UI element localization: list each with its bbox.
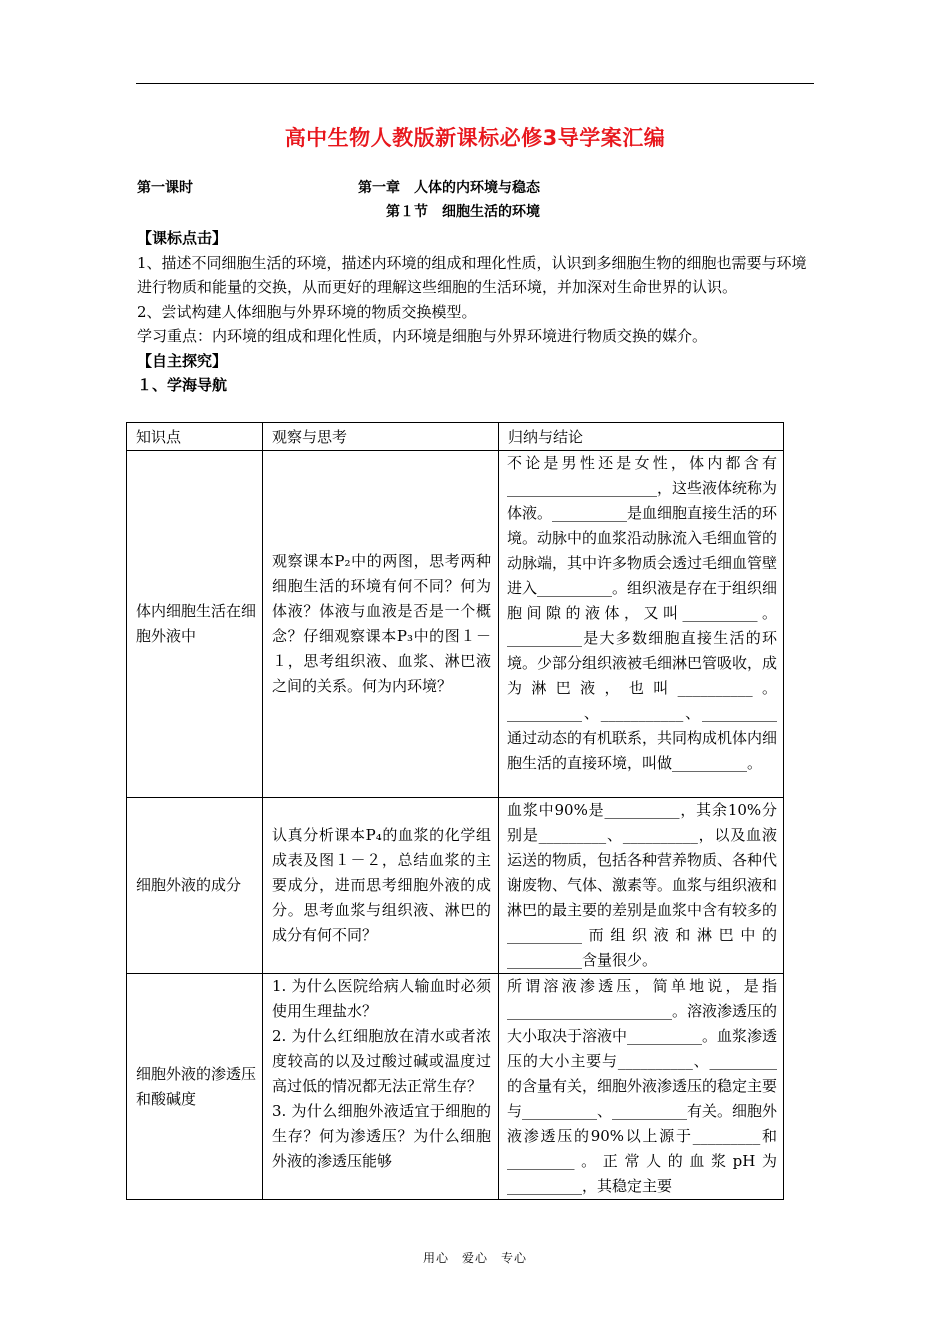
conclusion-cell: 所谓溶液渗透压，简单地说，是指______________________。溶液渗透压的大小取决于溶液中__________。血浆渗透压的大小主要与__________、_________的含量有关，细胞外液渗透压的稳定主要与__________、__________有关。细胞外液渗透压的90%以上源于_________和_________。正常人的血浆pH为__________，其稳定主要 — [499, 974, 784, 1200]
topic-cell: 体内细胞生活在细胞外液中 — [127, 451, 263, 798]
intro-block — [137, 226, 817, 398]
topic-cell: 细胞外液的成分 — [127, 798, 263, 974]
section-title: 第１节 细胞生活的环境 — [386, 204, 540, 220]
chapter-title: 第一章 人体的内环境与稳态 — [358, 180, 540, 196]
standards-item-1: 1、描述不同细胞生活的环境，描述内环境的组成和理化性质，认识到多细胞生物的细胞也需要与环境进行物质和能量的交换，从而更好的理解这些细胞的生活环境，并加深对生命世界的认识。 — [137, 253, 807, 296]
observe-cell: 观察课本P₂中的两图，思考两种细胞生活的环境有何不同？何为体液？体液与血液是否是一个概念？仔细观察课本P₃中的图１－１，思考组织液、血浆、淋巴液之间的关系。何为内环境？ — [263, 451, 499, 798]
column-header-topic: 知识点 — [127, 423, 263, 451]
conclusion-cell: 血浆中90%是__________，其余10%分别是_________、__________，以及血液运送的物质，包括各种营养物质、各种代谢废物、气体、激素等。血浆与组织液和淋巴的最主要的差别是血浆中含有较多的__________而组织液和淋巴中的__________含量很少。 — [499, 798, 784, 974]
column-header-observe: 观察与思考 — [263, 423, 499, 451]
header-rule — [136, 83, 814, 84]
standards-heading: 【课标点击】 — [137, 229, 228, 247]
table-row — [127, 974, 784, 1200]
column-header-conclusion: 归纳与结论 — [499, 423, 784, 451]
topic-cell: 细胞外液的渗透压和酸碱度 — [127, 974, 263, 1200]
table-row — [127, 798, 784, 974]
observe-cell: 认真分析课本P₄的血浆的化学组成表及图１－２，总结血浆的主要成分，进而思考细胞外液的成分。思考血浆与组织液、淋巴的成分有何不同？ — [263, 798, 499, 974]
page-footer: 用心 爱心 专心 — [422, 1251, 527, 1265]
observe-cell: 1. 为什么医院给病人输血时必须使用生理盐水？ 2. 为什么红细胞放在清水或者浓度较高的以及过酸过碱或温度过高过低的情况都无法正常生存？ 3. 为什么细胞外液适宜于细胞的生存？何为渗透压？为什么细胞外液的渗透压能够 — [263, 974, 499, 1200]
learning-focus: 学习重点：内环境的组成和理化性质，内环境是细胞与外界环境进行物质交换的媒介。 — [137, 327, 708, 345]
explore-heading: 【自主探究】 — [137, 351, 228, 370]
lesson-label: 第一课时 — [137, 180, 193, 196]
study-guide-table — [126, 422, 784, 1200]
document-title: 高中生物人教版新课标必修3导学案汇编 — [284, 126, 666, 150]
table-header-row — [127, 423, 784, 451]
explore-subheading: １、学海导航 — [137, 376, 228, 394]
table-row — [127, 451, 784, 798]
conclusion-cell: 不论是男性还是女性，体内都含有____________________，这些液体统称为体液。__________是血细胞直接生活的环境。动脉中的血浆沿动脉流入毛细血管的动脉端，其中许多物质会透过毛细血管壁进入__________。组织液是存在于组织细胞间隙的液体，又叫__________。__________是大多数细胞直接生活的环境。少部分组织液被毛细淋巴管吸收，成为淋巴液，也叫__________。__________、___________、__________通过动态的有机联系，共同构成机体内细胞生活的直接环境，叫做__________。 — [499, 451, 784, 798]
standards-item-2: 2、尝试构建人体细胞与外界环境的物质交换模型。 — [137, 302, 477, 321]
